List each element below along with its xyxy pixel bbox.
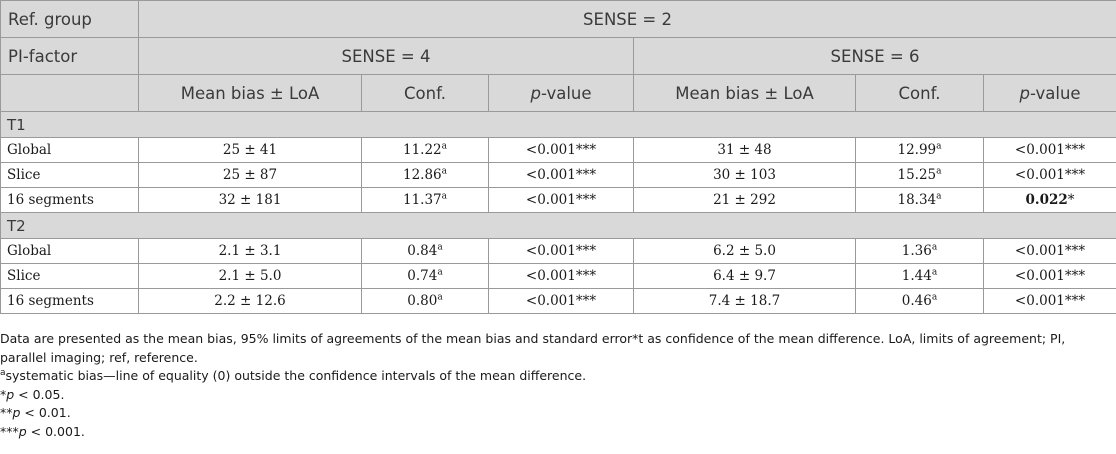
cell-conf: 1.44$^a$ [856,264,984,289]
cell-conf: 12.86$^a$ [362,163,489,188]
cell-mean: 2.1 ± 3.1 [139,239,362,264]
cell-conf: 0.46$^a$ [856,289,984,314]
col-header-mean: Mean bias ± LoA [139,75,362,112]
section-row-t1 [1,112,1116,138]
row-label: Global [1,239,139,264]
header-row-columns [1,75,1116,112]
cell-pvalue: <0.001*** [489,138,634,163]
table-row [1,138,1116,163]
section-title: T1 [1,112,1116,138]
table-row [1,239,1116,264]
cell-conf: 12.99$^a$ [856,138,984,163]
table-footnotes [0,330,1112,441]
p-italic: p [1019,83,1030,103]
cell-mean: 21 ± 292 [634,188,856,213]
cell-pvalue: <0.001*** [489,264,634,289]
table-row [1,264,1116,289]
section-row-t2 [1,213,1116,239]
col-header-pvalue [984,75,1116,112]
row-label: Slice [1,264,139,289]
cell-pvalue: <0.001*** [984,289,1116,314]
cell-conf: 0.80$^a$ [362,289,489,314]
ref-group-value: SENSE = 2 [139,1,1116,38]
cell-pvalue: <0.001*** [984,264,1116,289]
section-title: T2 [1,213,1116,239]
table-row [1,163,1116,188]
row-label: 16 segments [1,188,139,213]
col-header-pvalue [489,75,634,112]
p-rest: -value [540,83,592,103]
footnote-a: $^a$systematic bias—line of equality (0) outside the confidence intervals of the mean difference. [0,367,587,383]
footnote-p01: **p < 0.01. [0,405,71,420]
table-row [1,289,1116,314]
cell-pvalue: <0.001*** [984,239,1116,264]
cell-conf: 15.25$^a$ [856,163,984,188]
cell-mean: 25 ± 87 [139,163,362,188]
cell-pvalue: <0.001*** [489,163,634,188]
cell-mean: 7.4 ± 18.7 [634,289,856,314]
cell-mean: 2.2 ± 12.6 [139,289,362,314]
footnote-p05: *p < 0.05. [0,386,65,402]
cell-mean: 31 ± 48 [634,138,856,163]
col-header-conf: Conf. [856,75,984,112]
group-header-sense6: SENSE = 6 [634,38,1116,75]
pi-factor-label: PI-factor [1,38,139,75]
ref-group-label: Ref. group [1,1,139,38]
cell-conf: 0.74$^a$ [362,264,489,289]
cell-mean: 30 ± 103 [634,163,856,188]
cell-conf: 1.36$^a$ [856,239,984,264]
cell-mean: 25 ± 41 [139,138,362,163]
cell-conf: 0.84$^a$ [362,239,489,264]
col-header-conf: Conf. [362,75,489,112]
footnote-p001: ***p < 0.001. [0,423,85,439]
p-rest: -value [1029,83,1081,103]
cell-pvalue: <0.001*** [489,289,634,314]
cell-pvalue: <0.001*** [984,163,1116,188]
group-header-sense4: SENSE = 4 [139,38,634,75]
footnote-main: Data are presented as the mean bias, 95% limits of agreements of the mean bias and standard error*t as confidence of the mean difference. LoA, limits of agreement; PI, parallel imaging; ref, reference. [0,331,1066,365]
cell-mean: 2.1 ± 5.0 [139,264,362,289]
row-label: 16 segments [1,289,139,314]
empty-header-cell [1,75,139,112]
p-italic: p [530,83,541,103]
col-header-mean: Mean bias ± LoA [634,75,856,112]
cell-mean: 6.4 ± 9.7 [634,264,856,289]
row-label: Global [1,138,139,163]
cell-pvalue: <0.001*** [489,188,634,213]
cell-conf: 11.37$^a$ [362,188,489,213]
header-row-pi-factor [1,38,1116,75]
cell-conf: 11.22$^a$ [362,138,489,163]
row-label: Slice [1,163,139,188]
header-row-ref-group [1,1,1116,38]
cell-pvalue: 0.022* [984,188,1116,213]
table-row [1,188,1116,213]
cell-conf: 18.34$^a$ [856,188,984,213]
cell-pvalue: <0.001*** [984,138,1116,163]
cell-pvalue: <0.001*** [489,239,634,264]
cell-mean: 6.2 ± 5.0 [634,239,856,264]
cell-mean: 32 ± 181 [139,188,362,213]
